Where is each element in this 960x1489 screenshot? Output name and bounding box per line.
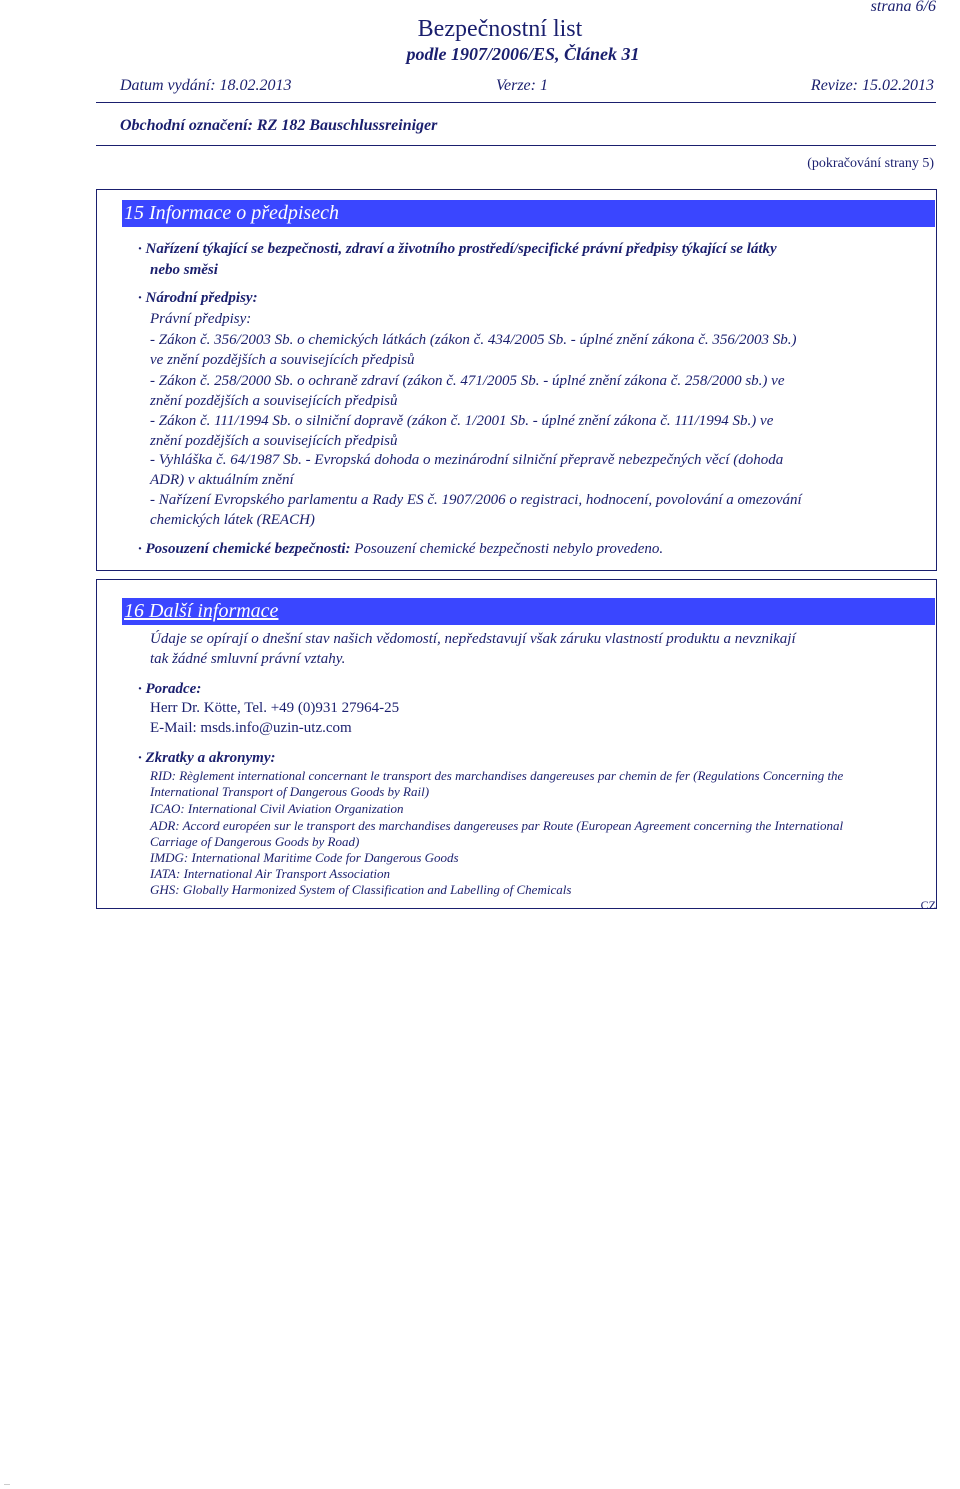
section-16-heading bbox=[122, 598, 935, 625]
regulations-label-cont: nebo směsi bbox=[150, 262, 218, 278]
abbr-icao: ICAO: International Civil Aviation Organization bbox=[150, 801, 404, 816]
version: Verze: 1 bbox=[496, 77, 548, 94]
reach-regulation-line2: chemických látek (REACH) bbox=[150, 512, 315, 528]
reach-regulation-line1: - Nařízení Evropského parlamentu a Rady ES č. 1907/2006 o registraci, hodnocení, povolování a omezování bbox=[150, 492, 802, 508]
regulations-label: · Nařízení týkající se bezpečnosti, zdraví a životního prostředí/specifické právní předpisy týkající se látky bbox=[138, 241, 777, 257]
abbreviations-label: · Zkratky a akronymy: bbox=[138, 750, 276, 766]
abbr-iata: IATA: International Air Transport Association bbox=[150, 866, 391, 881]
abbr-rid-line2: International Transport of Dangerous Goods by Rail) bbox=[150, 784, 430, 799]
advisor-email: E-Mail: msds.info@uzin-utz.com bbox=[150, 720, 352, 736]
law-258-2000-line2: znění pozdějších a souvisejících předpisů bbox=[150, 393, 398, 409]
page-number: strana 6/6 bbox=[870, 0, 936, 15]
abbr-imdg: IMDG: International Maritime Code for Dangerous Goods bbox=[150, 850, 459, 865]
disclaimer-line2: tak žádné smluvní právní vztahy. bbox=[150, 651, 346, 667]
decree-64-1987-line1: - Vyhláška č. 64/1987 Sb. - Evropská dohoda o mezinárodní silniční přepravě nebezpečných věcí (dohoda bbox=[150, 452, 784, 468]
advisor-name: Herr Dr. Kötte, Tel. +49 (0)931 27964-25 bbox=[150, 700, 400, 716]
abbr-rid-line1: RID: Règlement international concernant le transport des marchandises dangereuses par chemin de fer (Regulations Concerning the bbox=[150, 768, 844, 783]
law-356-2003-line2: ve znění pozdějších a souvisejících předpisů bbox=[150, 352, 415, 368]
assessment-text: Posouzení chemické bezpečnosti nebylo provedeno. bbox=[354, 541, 664, 557]
national-regulations-label: · Národní předpisy: bbox=[138, 290, 258, 306]
abbr-adr-line2: Carriage of Dangerous Goods by Road) bbox=[150, 834, 360, 849]
header-divider bbox=[96, 102, 936, 103]
section-16-title: 16 Další informace bbox=[124, 600, 279, 622]
advisor-label: · Poradce: bbox=[138, 681, 202, 697]
document-title: Bezpečnostní list bbox=[417, 16, 583, 42]
trade-name: Obchodní označení: RZ 182 Bauschlussreiniger bbox=[120, 117, 438, 134]
document-subtitle: podle 1907/2006/ES, Článek 31 bbox=[406, 44, 640, 64]
language-code: CZ bbox=[920, 898, 936, 912]
legal-regulations-label: Právní předpisy: bbox=[150, 311, 252, 327]
chemical-safety-assessment bbox=[138, 541, 663, 558]
abbr-ghs: GHS: Globally Harmonized System of Classification and Labelling of Chemicals bbox=[150, 882, 572, 897]
assessment-label: · Posouzení chemické bezpečnosti: bbox=[138, 541, 351, 557]
revision-date: Revize: 15.02.2013 bbox=[810, 77, 934, 94]
law-111-1994-line2: znění pozdějších a souvisejících předpisů bbox=[150, 433, 398, 449]
section-15-title: 15 Informace o předpisech bbox=[124, 202, 339, 224]
issue-date: Datum vydání: 18.02.2013 bbox=[120, 77, 292, 94]
decree-64-1987-line2: ADR) v aktuálním znění bbox=[150, 472, 294, 488]
trade-name-divider bbox=[96, 145, 936, 146]
disclaimer-line1: Údaje se opírají o dnešní stav našich vědomostí, nepředstavují však záruku vlastností produktu a nevznikají bbox=[150, 631, 796, 647]
corner-mark: ... bbox=[4, 1478, 10, 1487]
continuation-note: (pokračování strany 5) bbox=[807, 156, 934, 171]
law-258-2000-line1: - Zákon č. 258/2000 Sb. o ochraně zdraví (zákon č. 471/2005 Sb. - úplné znění zákona č. 258/2000 sb.) ve bbox=[150, 373, 785, 389]
section-15-heading bbox=[122, 200, 935, 227]
law-356-2003-line1: - Zákon č. 356/2003 Sb. o chemických látkách (zákon č. 434/2005 Sb. - úplné znění zákona č. 356/2003 Sb.) bbox=[150, 332, 797, 348]
abbr-adr-line1: ADR: Accord européen sur le transport des marchandises dangereuses par Route (European Agreement concerning the International bbox=[150, 818, 844, 833]
law-111-1994-line1: - Zákon č. 111/1994 Sb. o silniční dopravě (zákon č. 1/2001 Sb. - úplné znění zákona č. 111/1994 Sb.) ve bbox=[150, 413, 774, 429]
